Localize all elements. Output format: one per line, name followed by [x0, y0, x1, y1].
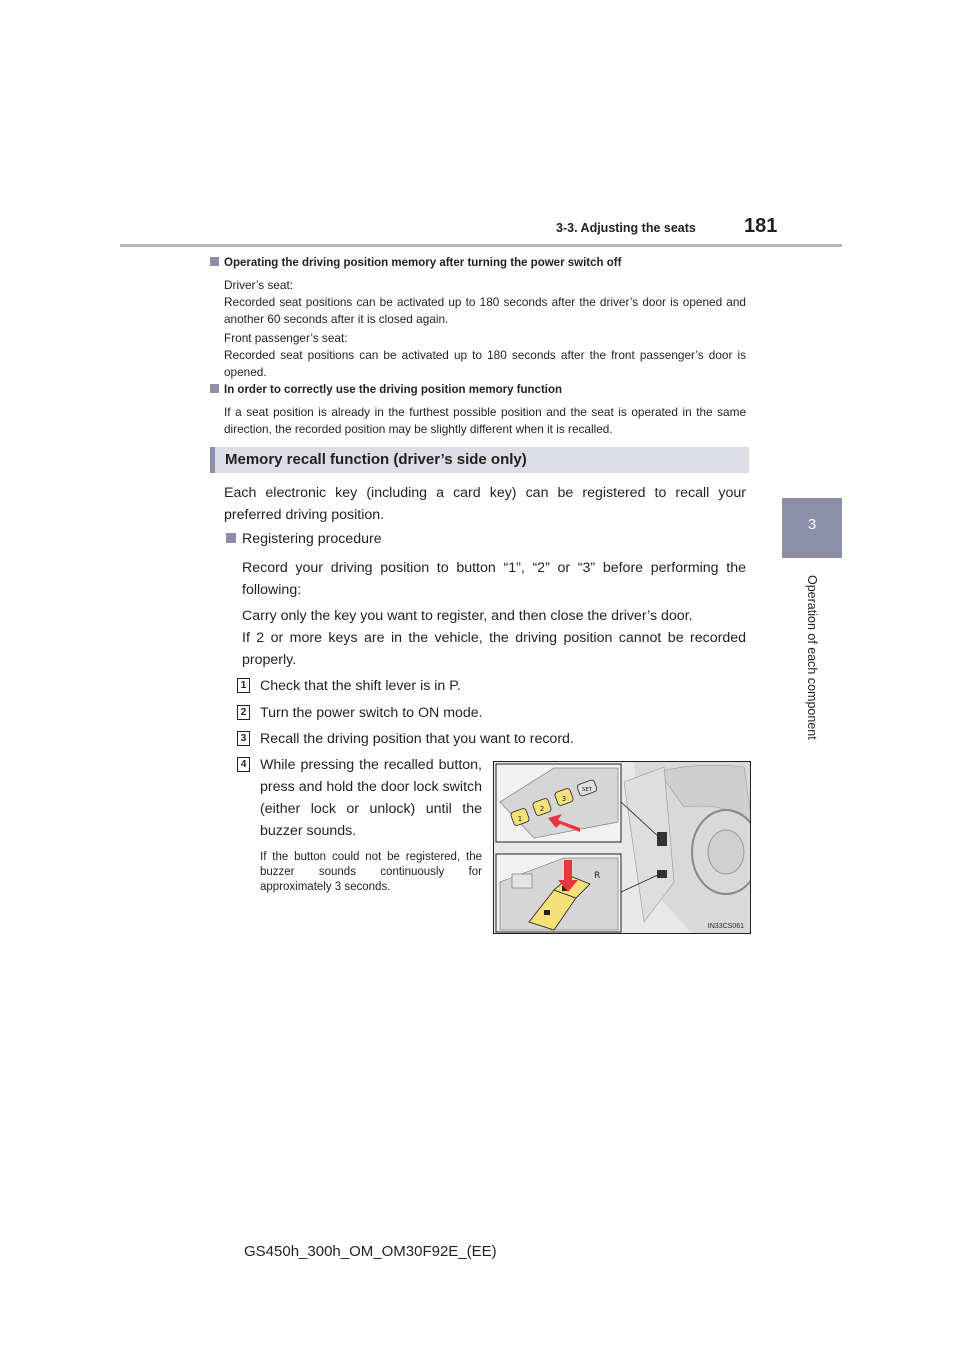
note-heading-text: Operating the driving position memory after turning the power switch off [224, 257, 622, 269]
memory-button-1-label: 1 [517, 815, 523, 823]
square-bullet-icon [210, 384, 219, 393]
square-bullet-icon [210, 257, 219, 266]
subheading-text: Registering procedure [242, 531, 382, 547]
chapter-number: 3 [807, 516, 817, 533]
note-heading [210, 384, 562, 396]
step-text: Turn the power switch to ON mode. [260, 705, 483, 721]
step-text: Recall the driving position that you want to record. [260, 731, 574, 747]
memory-button-3-label: 3 [561, 795, 567, 803]
header-divider [120, 244, 842, 247]
memory-button-inset [496, 764, 621, 842]
note-paragraph: Recorded seat positions can be activated up to 180 seconds after the front passenger’s door is opened. [224, 348, 746, 379]
note-paragraph: Recorded seat positions can be activated up to 180 seconds after the driver’s door is opened and another 60 seconds after it is closed again. [224, 295, 746, 326]
set-button-label: SET [581, 787, 593, 793]
square-bullet-icon [226, 533, 236, 543]
note-paragraph: Front passenger’s seat: [224, 331, 348, 345]
page-number: 181 [744, 215, 778, 237]
memory-button-2-label: 2 [539, 805, 545, 813]
step-text: While pressing the recalled button, press and hold the door lock switch (either lock or unlock) until the buzzer sounds. [260, 757, 482, 839]
subheading [226, 531, 382, 547]
step-text: Check that the shift lever is in P. [260, 678, 461, 694]
section-title-bar [210, 447, 749, 473]
lock-icon [544, 910, 550, 915]
section-intro: Each electronic key (including a card key) can be registered to recall your preferred driving position. [224, 485, 746, 523]
door-lock-inset [496, 854, 621, 932]
procedure-paragraph: Carry only the key you want to register, and then close the driver’s door. [242, 608, 693, 624]
illustration-code: IN33CS061 [707, 923, 744, 930]
door-memory-illustration [493, 761, 751, 934]
chapter-label: Operation of each component [805, 575, 819, 740]
chapter-tab [782, 498, 842, 558]
step-note: If the button could not be registered, the buzzer sounds continuously for approximately 3 seconds. [260, 851, 482, 893]
note-heading-text: In order to correctly use the driving position memory function [224, 384, 563, 396]
door-panel-drawing [494, 762, 751, 934]
note-heading [210, 257, 621, 269]
note-paragraph: If a seat position is already in the furthest possible position and the seat is operated in the same direction, the recorded position may be slightly different when it is recalled. [224, 405, 746, 436]
section-title-text: Memory recall function (driver’s side only) [225, 451, 527, 468]
mirror-r-label: R [594, 871, 601, 881]
document-id: GS450h_300h_OM_OM30F92E_(EE) [244, 1243, 497, 1260]
step-number-badge: 2 [237, 705, 250, 720]
procedure-paragraph: If 2 or more keys are in the vehicle, the driving position cannot be recorded properly. [242, 630, 746, 668]
step-number-badge: 3 [237, 731, 250, 746]
section-title: 3-3. Adjusting the seats [556, 221, 696, 235]
procedure-paragraph: Record your driving position to button “1”, “2” or “3” before performing the following: [242, 560, 746, 598]
step-number-badge: 4 [237, 757, 250, 772]
step-number-badge: 1 [237, 678, 250, 693]
note-paragraph: Driver’s seat: [224, 278, 294, 292]
